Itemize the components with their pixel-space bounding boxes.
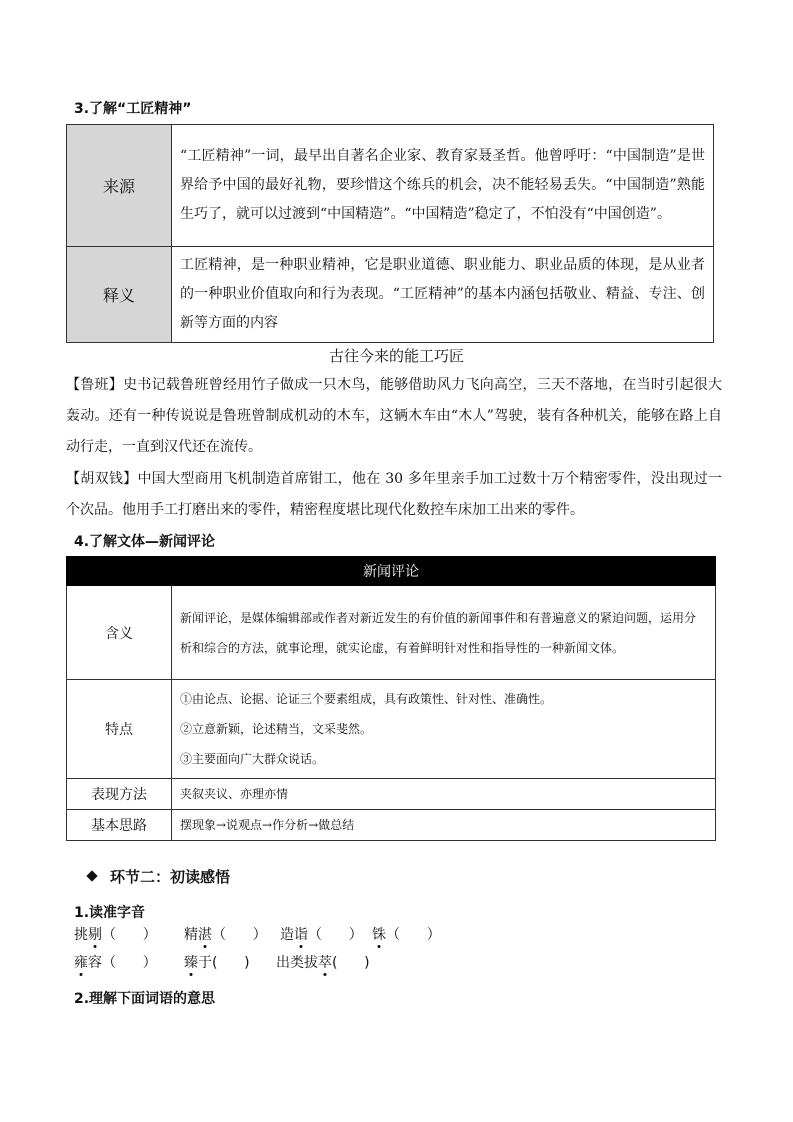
pinyin-item: 挑剔（ ） — [74, 924, 157, 944]
feature-line: ①由论点、论据、论证三个要素组成，具有政策性、针对性、准确性。 — [180, 692, 553, 706]
row-label-features: 特点 — [67, 680, 172, 779]
news-commentary-table — [66, 556, 716, 841]
emphasis-dot: 雍 — [74, 952, 88, 972]
row-text-features — [172, 680, 716, 779]
section4-heading: 4.了解文体—新闻评论 — [74, 534, 216, 550]
row-label-meaning: 含义 — [67, 586, 172, 680]
emphasis-dot: 湛 — [198, 924, 212, 944]
pinyin-item: 臻于( ) — [184, 952, 250, 972]
row-text-meaning: 新闻评论，是媒体编辑部或作者对新近发生的有价值的新闻事件和有普遍意义的紧迫问题，运用分析和综合的方法，就事论理，就实论虚，有着鲜明针对性和指导性的一种新闻文体。 — [172, 586, 716, 680]
row-label-definition: 释义 — [67, 247, 172, 343]
row-label-approach: 基本思路 — [67, 810, 172, 841]
row-text-approach: 摆现象→说观点→作分析→做总结 — [172, 810, 716, 841]
row-text-definition: 工匠精神，是一种职业精神，它是职业道德、职业能力、职业品质的体现，是从业者的一种职业价值取向和行为表现。“工匠精神”的基本内涵包括敬业、精益、专注、创新等方面的内容 — [172, 247, 714, 343]
feature-line: ②立意新颖，论述精当，文采斐然。 — [180, 722, 373, 736]
row-label-source: 来源 — [67, 125, 172, 247]
feature-line: ③主要面向广大群众说话。 — [180, 752, 325, 766]
para-luban-name: 【鲁班】 — [66, 377, 124, 393]
para-hushuangqian-text: 中国大型商用飞机制造首席钳工，他在 30 多年里亲手加工过数十万个精密零件，没出现过一个次品。他用手工打磨出来的零件，精密程度堪比现代化数控车床加工出来的零件。 — [66, 471, 723, 518]
emphasis-dot: 萃 — [318, 952, 332, 972]
diamond-bullet-icon — [86, 870, 97, 881]
emphasis-dot: 铢 — [372, 924, 386, 944]
craftsmen-subtitle: 古往今来的能工巧匠 — [328, 347, 464, 365]
pinyin-item: 出类拔萃( ) — [276, 952, 370, 972]
row-label-methods: 表现方法 — [67, 779, 172, 810]
pinyin-item: 造诣（ ） — [280, 924, 363, 944]
para-luban-text: 史书记载鲁班曾经用竹子做成一只木鸟，能够借助风力飞向高空，三天不落地，在当时引起很大轰动。还有一种传说说是鲁班曾制成机动的木车，这辆木车由“木人”驾驶，装有各种机关，能够在路上自动行走，一直到汉代还在流传。 — [66, 377, 723, 455]
para-hushuangqian — [66, 464, 722, 526]
sub1-heading: 1.读准字音 — [74, 905, 146, 921]
pinyin-item: 精湛（ ） — [184, 924, 267, 944]
section3-heading: 3.了解“工匠精神” — [74, 101, 192, 117]
emphasis-dot: 剔 — [88, 924, 102, 944]
pinyin-item: 雍容（ ） — [74, 952, 157, 972]
sub2-heading: 2.理解下面词语的意思 — [74, 991, 216, 1007]
para-luban — [66, 370, 722, 463]
para-hushuangqian-name: 【胡双钱】 — [66, 471, 138, 487]
table-title: 新闻评论 — [67, 557, 716, 586]
row-text-source: “工匠精神”一词，最早出自著名企业家、教育家聂圣哲。他曾呼吁：“中国制造”是世界给予中国的最好礼物，要珍惜这个练兵的机会，决不能轻易丢失。“中国制造”熟能生巧了，就可以过渡到“中国精造”。“中国精造”稳定了，不怕没有“中国创造”。 — [172, 125, 714, 247]
row-text-methods: 夹叙夹议、亦理亦情 — [172, 779, 716, 810]
emphasis-dot: 臻 — [184, 952, 198, 972]
craftsman-spirit-table — [66, 124, 714, 343]
emphasis-dot: 诣 — [294, 924, 308, 944]
pinyin-item: 铢（ ） — [372, 924, 441, 944]
section-two-title: 环节二：初读感悟 — [110, 868, 231, 886]
